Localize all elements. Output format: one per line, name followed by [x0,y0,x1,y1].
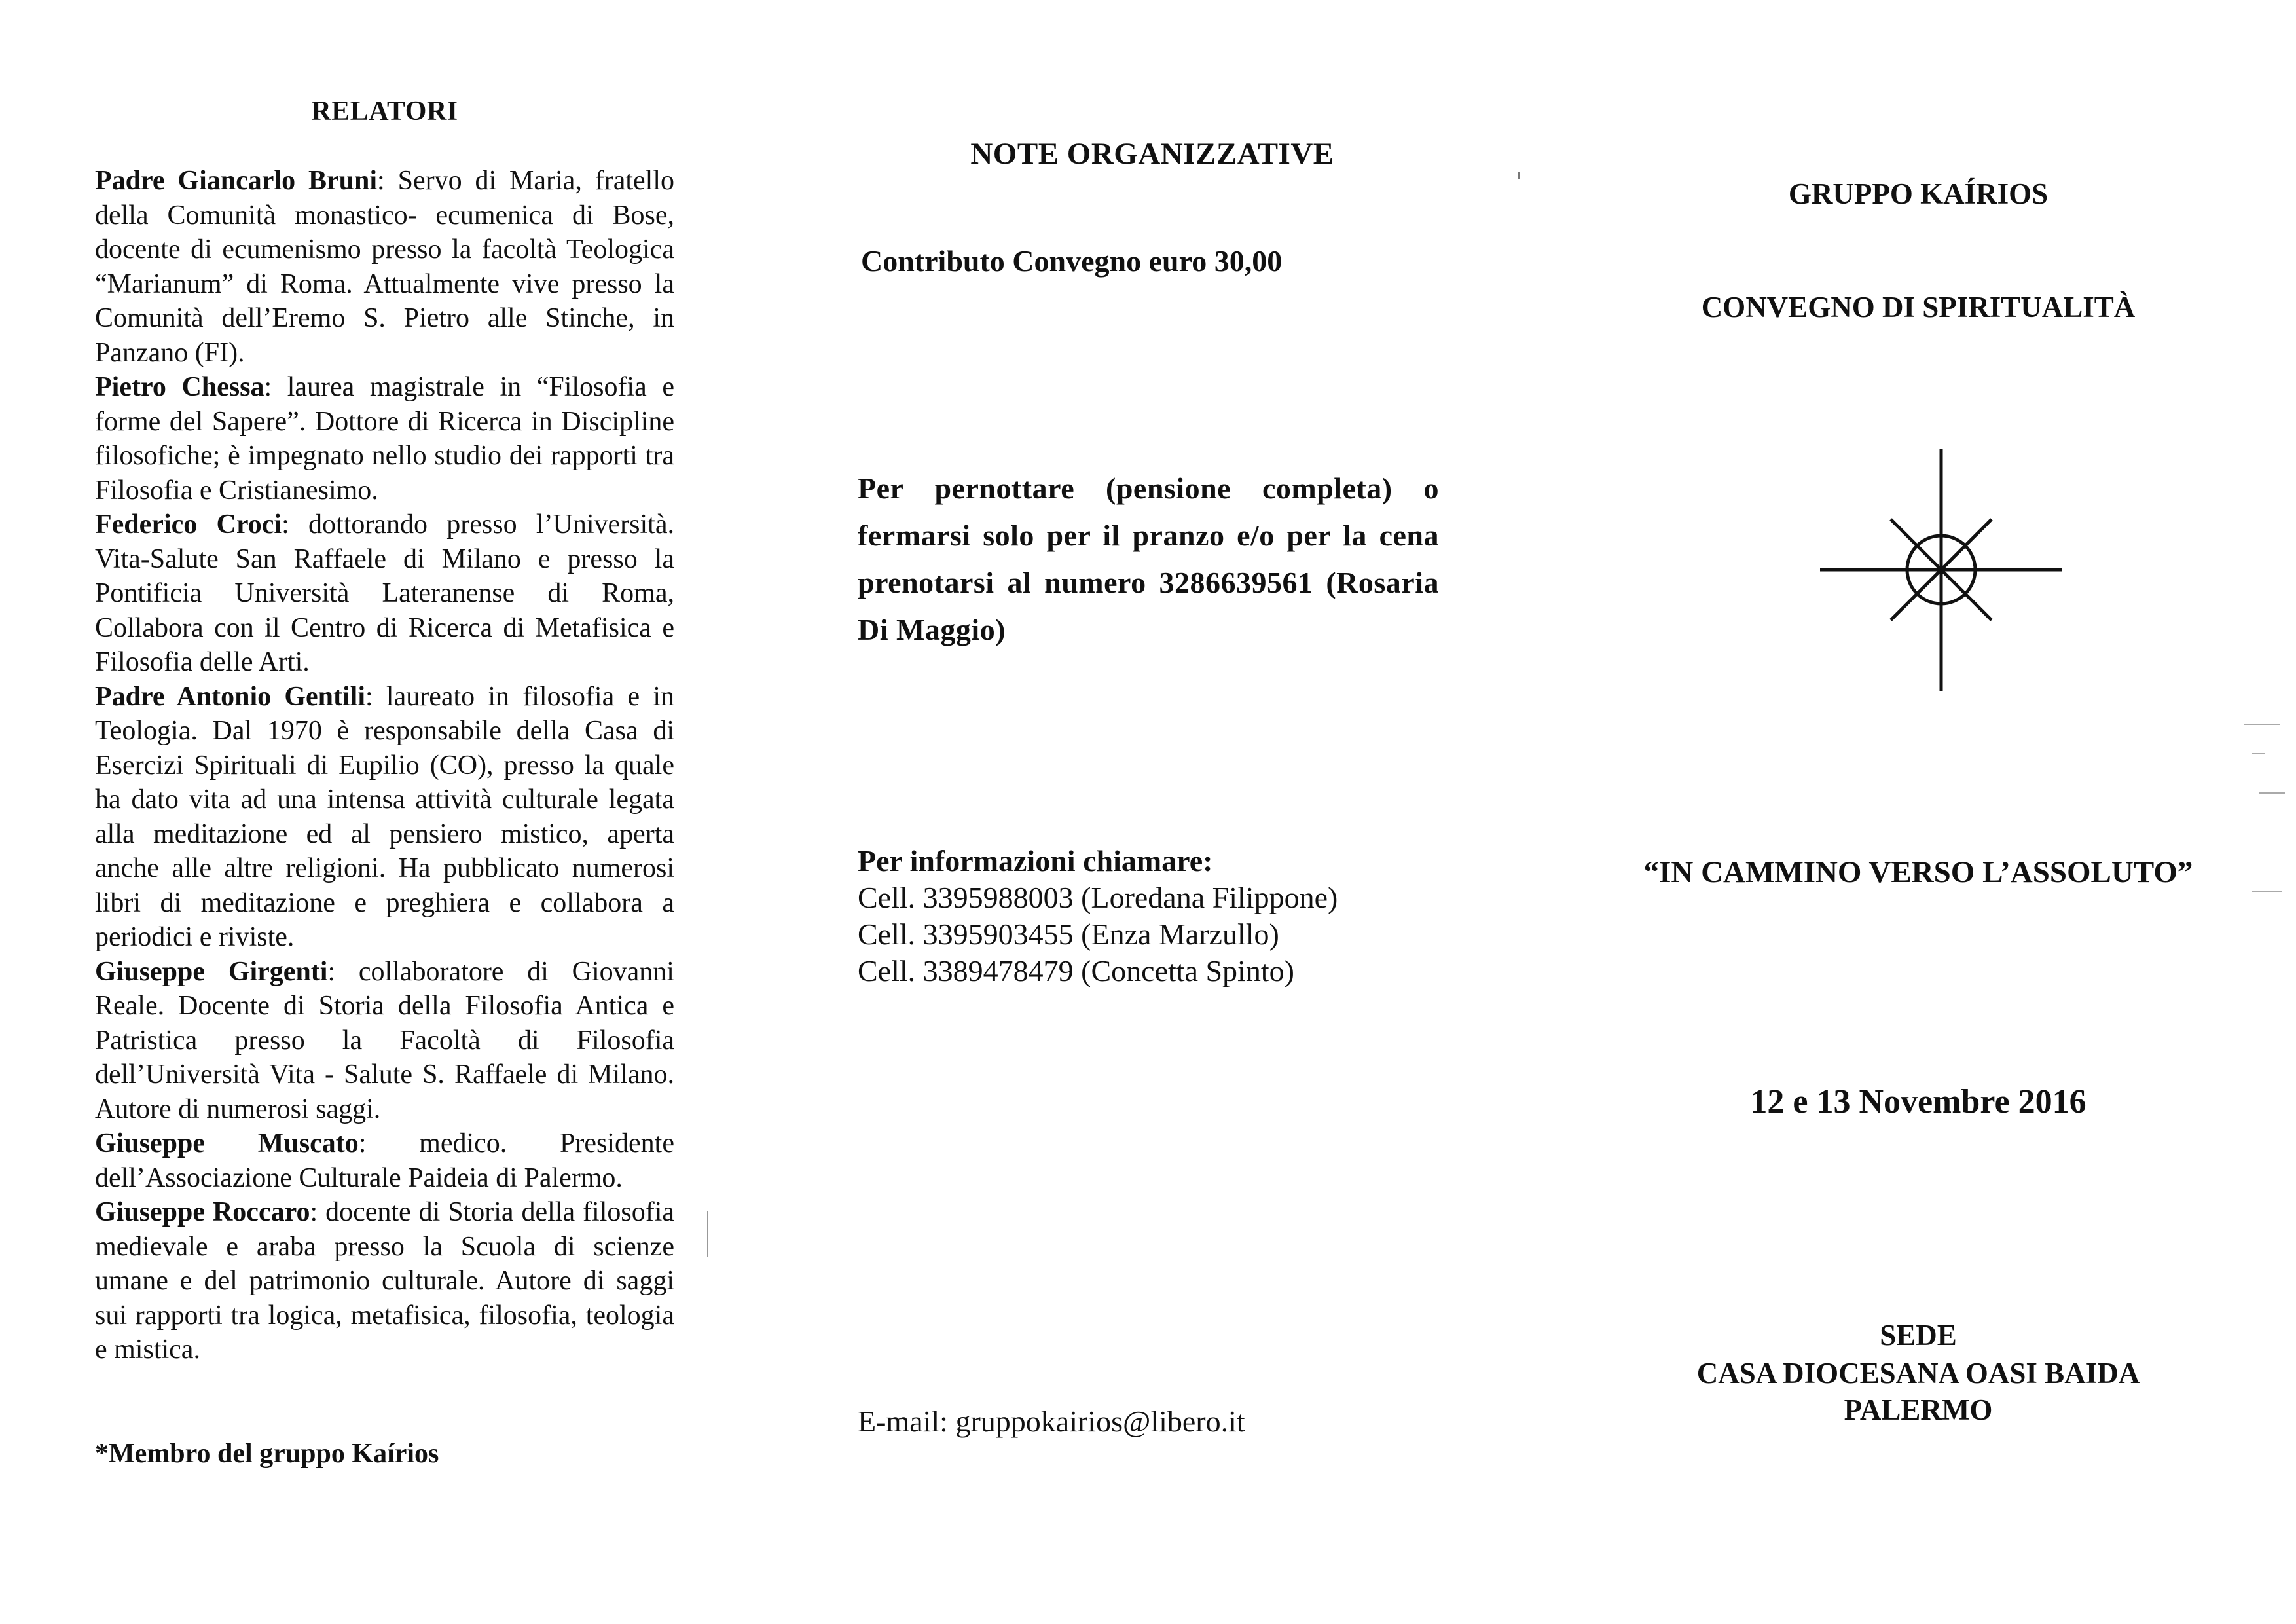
speaker-name: Federico Croci [95,509,282,540]
scan-speck [707,1211,708,1257]
scan-speck [1518,172,1520,179]
member-footnote: *Membro del gruppo Kaírios [95,1439,439,1469]
email-text: E-mail: gruppokairios@libero.it [858,1405,1245,1438]
speaker-bio [95,955,674,1127]
scan-speck [2244,724,2280,725]
info-heading: Per informazioni chiamare: [858,844,1213,877]
speaker-description: : docente di Storia della filosofia medievale e araba presso la Scuola di scienze umane e del patrimonio culturale. Autore di saggi sui rapporti tra logica, metafisica, filosofia, teologia e mistica. [95,1197,675,1365]
event-theme: “IN CAMMINO VERSO L’ASSOLUTO” [1643,855,2193,889]
event-type: CONVEGNO DI SPIRITUALITÀ [1701,291,2136,323]
notes-heading: NOTE ORGANIZZATIVE [970,137,1334,171]
speaker-name: Pietro Chessa [95,372,264,402]
speaker-description: : medico. Presidente dell’Associazione Culturale Paideia di Palermo. [95,1128,674,1193]
speaker-name: Giuseppe Girgenti [95,956,328,987]
booking-text: Per pernottare (pensione completa) o fermarsi solo per il pranzo e/o per la cena prenotarsi al numero 3286639561 (Rosaria Di Maggio) [858,471,1439,646]
speaker-name: Giuseppe Muscato [95,1128,359,1158]
speaker-name: Padre Antonio Gentili [95,681,366,712]
compass-star-icon [1820,449,2062,691]
speaker-bio [95,1126,674,1195]
speaker-bio [95,1195,674,1367]
speaker-bio [95,680,674,955]
contact-line: Cell. 3395903455 (Enza Marzullo) [858,917,1279,951]
venue-city: PALERMO [1844,1393,1993,1426]
speaker-description: : collaboratore di Giovanni Reale. Docente di Storia della Filosofia Antica e Patristica presso la Facoltà di Filosofia dell’Università Vita - Salute S. Raffaele di Milano. Autore di numerosi saggi. [95,956,674,1124]
speaker-description: : laurea magistrale in “Filosofia e forme del Sapere”. Dottore di Ricerca in Discipline filosofiche; è impegnato nello studio dei rapporti tra Filosofia e Cristianesimo. [95,372,674,506]
scan-speck [2252,891,2282,892]
contact-line: Cell. 3395988003 (Loredana Filippone) [858,881,1338,914]
speakers-list [95,164,674,1367]
speakers-heading: RELATORI [311,96,458,126]
scan-speck [2252,753,2265,754]
speaker-name: Giuseppe Roccaro [95,1197,310,1227]
contribution-text: Contributo Convegno euro 30,00 [861,244,1283,278]
scan-speck [2259,792,2285,794]
venue-label: SEDE [1880,1319,1957,1352]
event-dates: 12 e 13 Novembre 2016 [1750,1083,2086,1120]
speaker-name: Padre Giancarlo Bruni [95,166,378,196]
speaker-description: : dottorando presso l’Università. Vita-Salute San Raffaele di Milano e presso la Pontificia Università Lateranense di Roma, Collabora con il Centro di Ricerca di Metafisica e Filosofia delle Arti. [95,509,674,677]
contact-line: Cell. 3389478479 (Concetta Spinto) [858,954,1294,987]
group-name: GRUPPO KAÍRIOS [1788,177,2049,210]
speaker-bio [95,507,674,680]
info-block [858,843,1338,989]
speaker-bio [95,370,674,507]
venue-name: CASA DIOCESANA OASI BAIDA [1696,1357,2140,1390]
speaker-description: : Servo di Maria, fratello della Comunità monastico- ecumenica di Bose, docente di ecumenismo presso la facoltà Teologica “Marianum” di Roma. Attualmente vive presso la Comunità dell’Eremo S. Pietro alle Stinche, in Panzano (FI). [95,166,674,368]
speaker-description: : laureato in filosofia e in Teologia. Dal 1970 è responsabile della Casa di Esercizi Spirituali di Eupilio (CO), presso la quale ha dato vita ad una intensa attività culturale legata alla meditazione ed al pensiero mistico, aperta anche alle altre religioni. Ha pubblicato numerosi libri di meditazione e preghiera e collabora a periodici e riviste. [95,681,674,952]
speaker-bio [95,164,674,370]
